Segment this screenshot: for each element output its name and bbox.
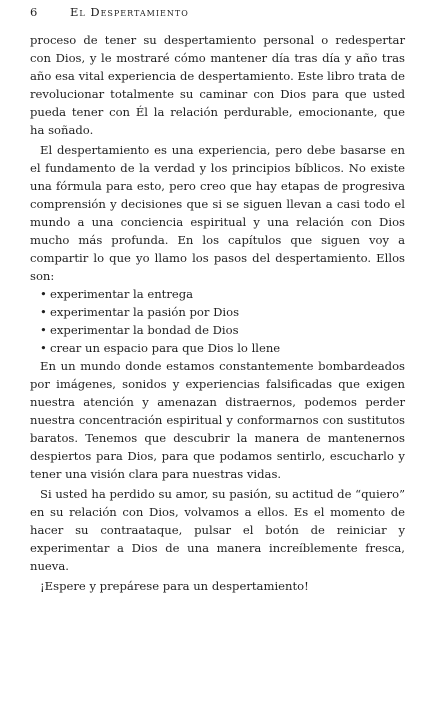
page-body	[30, 31, 405, 595]
list-item: • experimentar la pasión por Dios	[40, 303, 405, 321]
paragraph-despertamiento: El despertamiento es una experiencia, pero debe basarse en el fundamento de la verdad y los principios bíblicos. No existe una fórmula para esto, pero creo que hay etapas de progresiva comprensión y decisiones que si se siguen llevan a casi todo el mundo a una conciencia espiritual y una relación con Dios mucho más profunda. En los capítulos que siguen voy a compartir lo que yo llamo los pasos del despertamiento. Ellos son:	[30, 143, 405, 283]
running-title: El Despertamiento	[70, 5, 189, 19]
paragraph-amor: Si usted ha perdido su amor, su pasión, su actitud de “quiero” en su relación con Dios, volvamos a ellos. Es el momento de hacer su contraataque, pulsar el botón de reiniciar y experimentar a Dios de una manera increíblemente fresca, nueva.	[30, 487, 405, 573]
paragraph-closing: ¡Espere y prepárese para un despertamiento!	[40, 579, 309, 593]
list-item: • experimentar la bondad de Dios	[40, 321, 405, 339]
running-header	[30, 5, 189, 19]
page-number: 6	[30, 5, 38, 19]
paragraph-mundo: En un mundo donde estamos constantemente bombardeados por imágenes, sonidos y experiencias falsificadas que exigen nuestra atención y amenazan distraernos, podemos perder nuestra concentración espiritual y conformarnos con sustitutos baratos. Tenemos que descubrir la manera de mantenernos despiertos para Dios, para que podamos sentirlo, escucharlo y tener una visión clara para nuestras vidas.	[30, 359, 405, 481]
list-item: • experimentar la entrega	[40, 285, 405, 303]
list-item: • crear un espacio para que Dios lo llene	[40, 339, 405, 357]
steps-list	[30, 285, 405, 357]
paragraph-continued: proceso de tener su despertamiento personal o redespertar con Dios, y le mostraré cómo mantener día tras día y año tras año esa vital experiencia de despertamiento. Este libro trata de revolucionar totalmente su caminar con Dios para que usted pueda tener con Él la relación perdurable, emocionante, que ha soñado.	[30, 33, 405, 137]
